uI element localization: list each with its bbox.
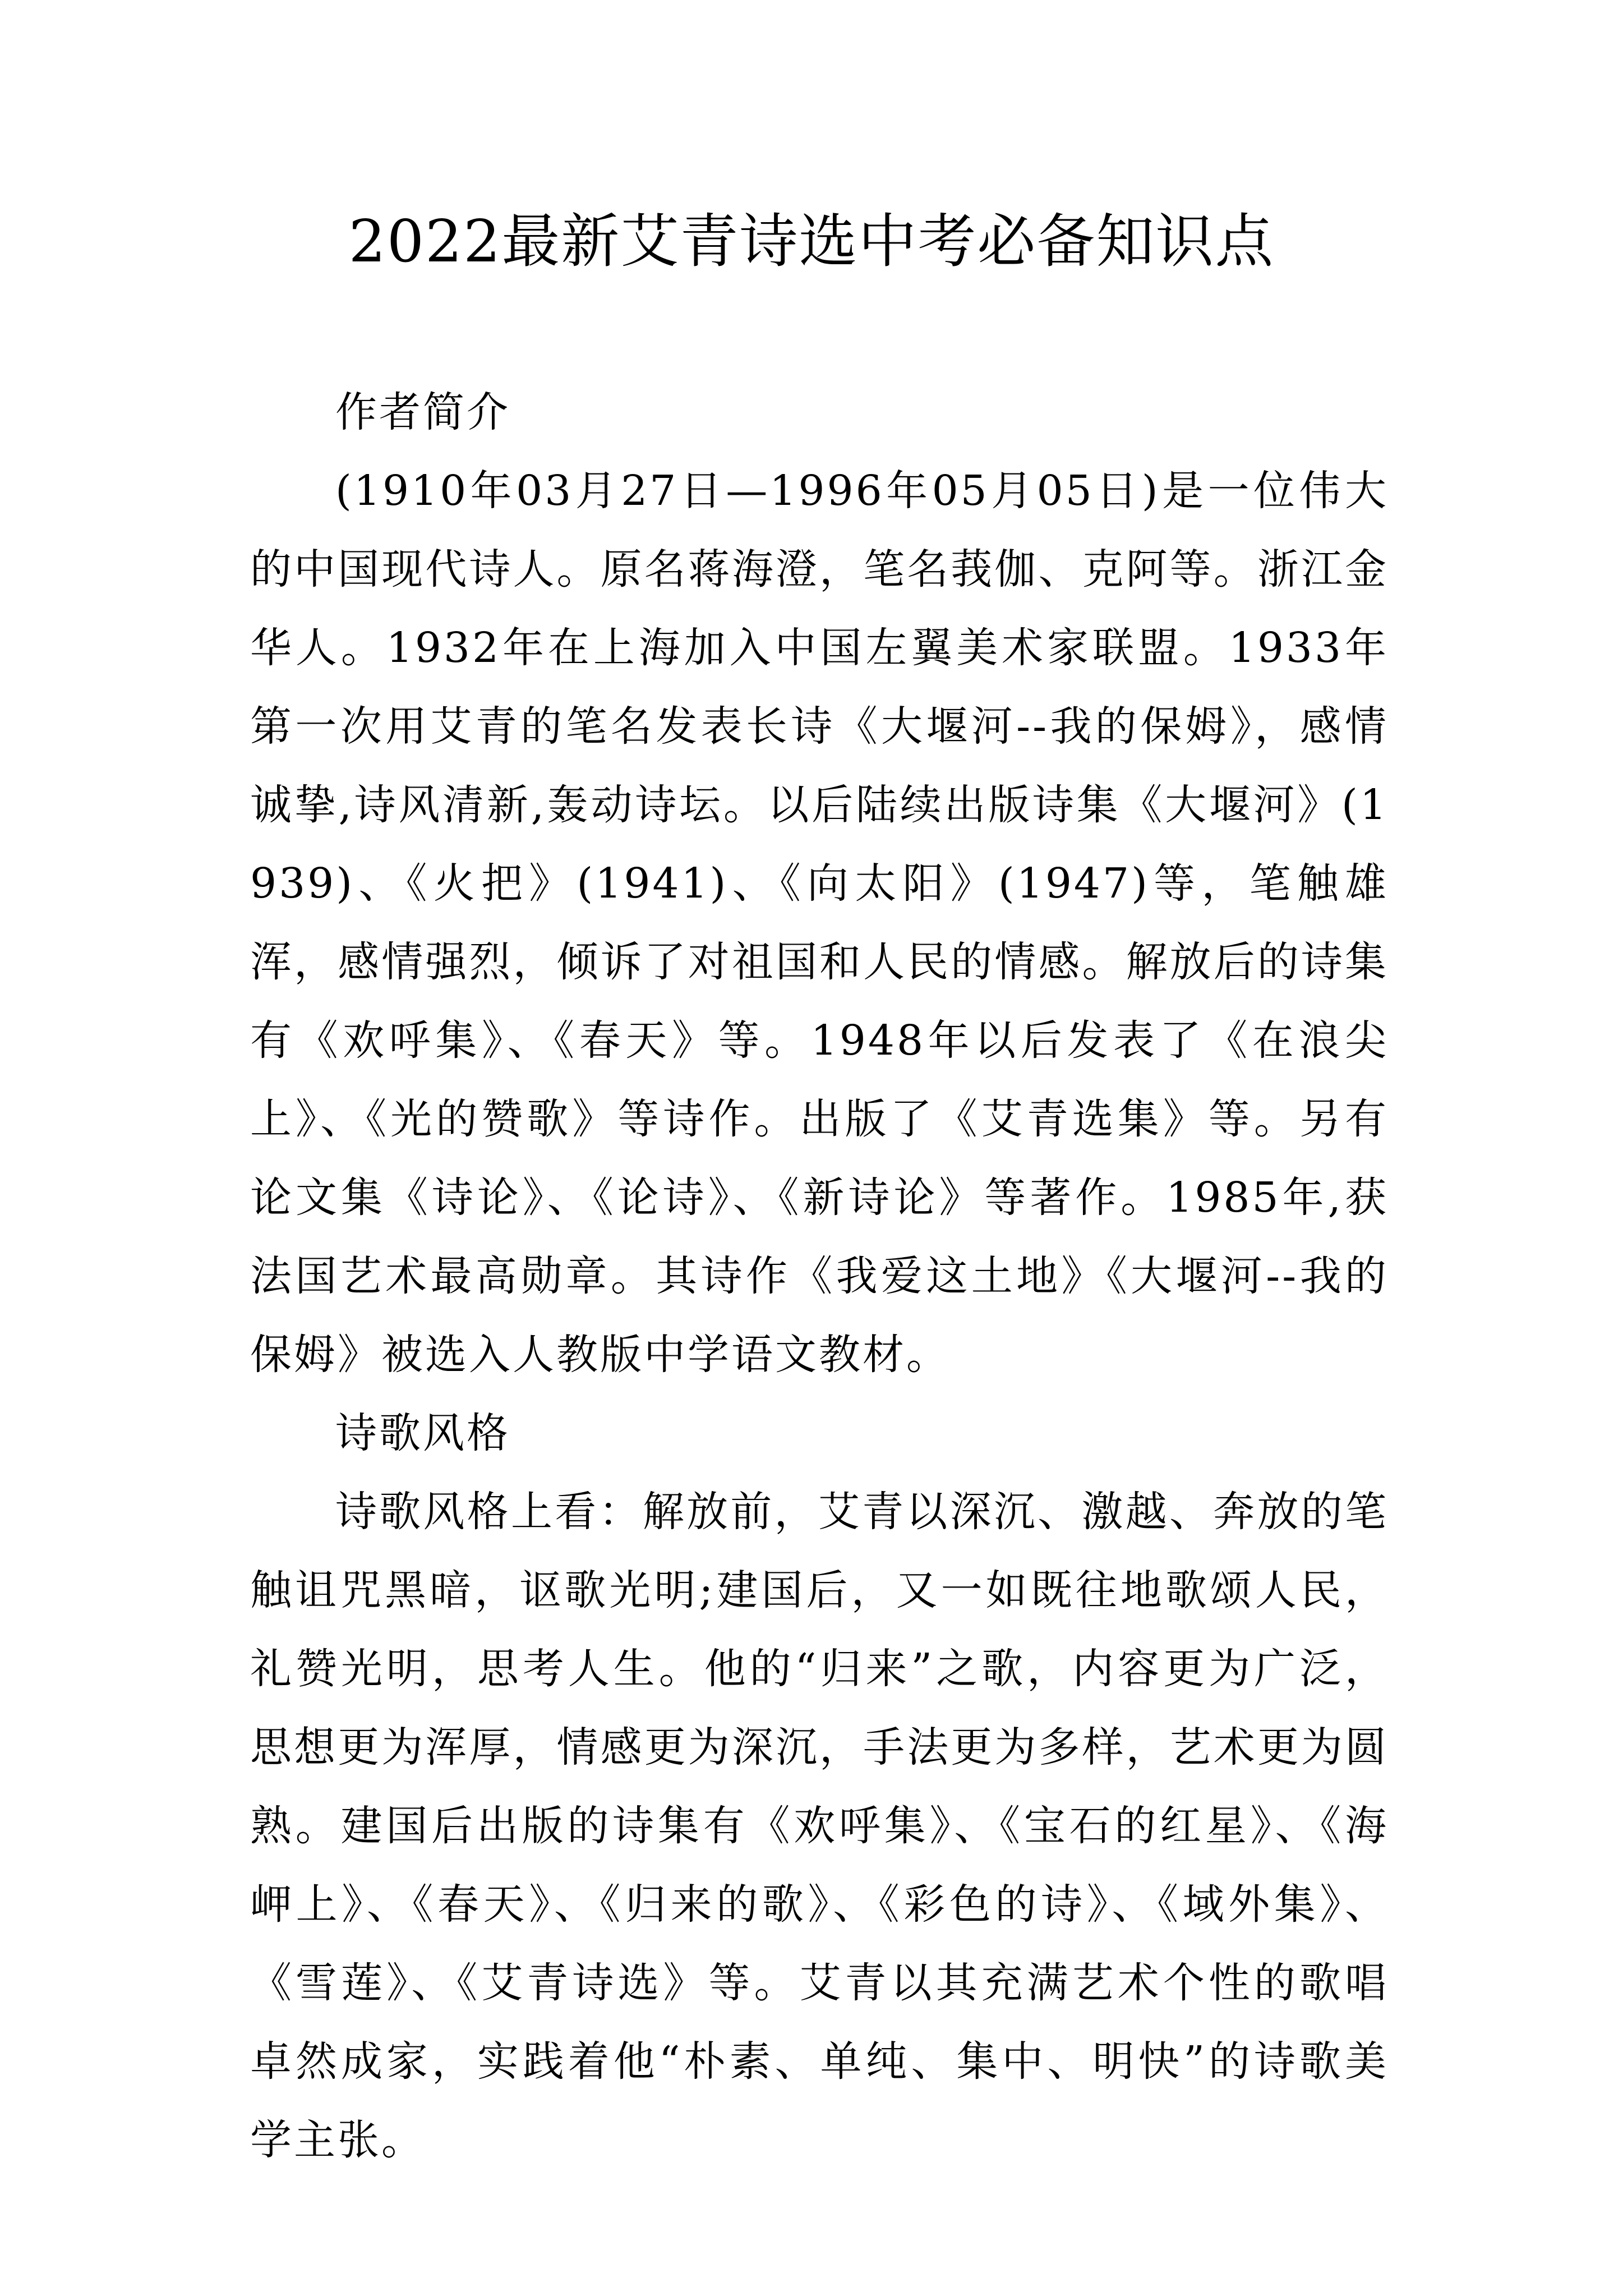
paragraph-poetry-style: 诗歌风格上看：解放前，艾青以深沉、激越、奔放的笔触诅咒黑暗，讴歌光明;建国后，又一如既往地歌颂人民，礼赞光明，思考人生。他的“归来”之歌，内容更为广泛，思想更为浑厚，情感更为深沉，手法更为多样，艺术更为圆熟。建国后出版的诗集有《欢呼集》、《宝石的红星》、《海岬上》、《春天》、《归来的歌》、《彩色的诗》、《域外集》、《雪莲》、《艾青诗选》等。艾青以其充满艺术个性的歌唱卓然成家，实践着他“朴素、单纯、集中、明快”的诗歌美学主张。 bbox=[250, 1488, 1389, 2164]
document-title: 2022最新艾青诗选中考必备知识点 bbox=[348, 207, 1275, 275]
section-heading-author-intro: 作者简介 bbox=[335, 388, 510, 436]
paragraph-author-intro: (1910年03月27日—1996年05月05日)是一位伟大的中国现代诗人。原名蒋海澄，笔名莪伽、克阿等。浙江金华人。1932年在上海加入中国左翼美术家联盟。1933年第一次用艾青的笔名发表长诗《大堰河--我的保姆》，感情诚挚,诗风清新,轰动诗坛。以后陆续出版诗集《大堰河》(1939)、《火把》(1941)、《向太阳》(1947)等，笔触雄浑，感情强烈，倾诉了对祖国和人民的情感。解放后的诗集有《欢呼集》、《春天》等。1948年以后发表了《在浪尖上》、《光的赞歌》等诗作。出版了《艾青选集》等。另有论文集《诗论》、《论诗》、《新诗论》等著作。1985年,获法国艺术最高勋章。其诗作《我爱这土地》《大堰河--我的保姆》被选入人教版中学语文教材。 bbox=[250, 467, 1389, 1379]
section-heading-poetry-style: 诗歌风格 bbox=[335, 1409, 510, 1457]
document-body bbox=[250, 373, 1389, 2179]
